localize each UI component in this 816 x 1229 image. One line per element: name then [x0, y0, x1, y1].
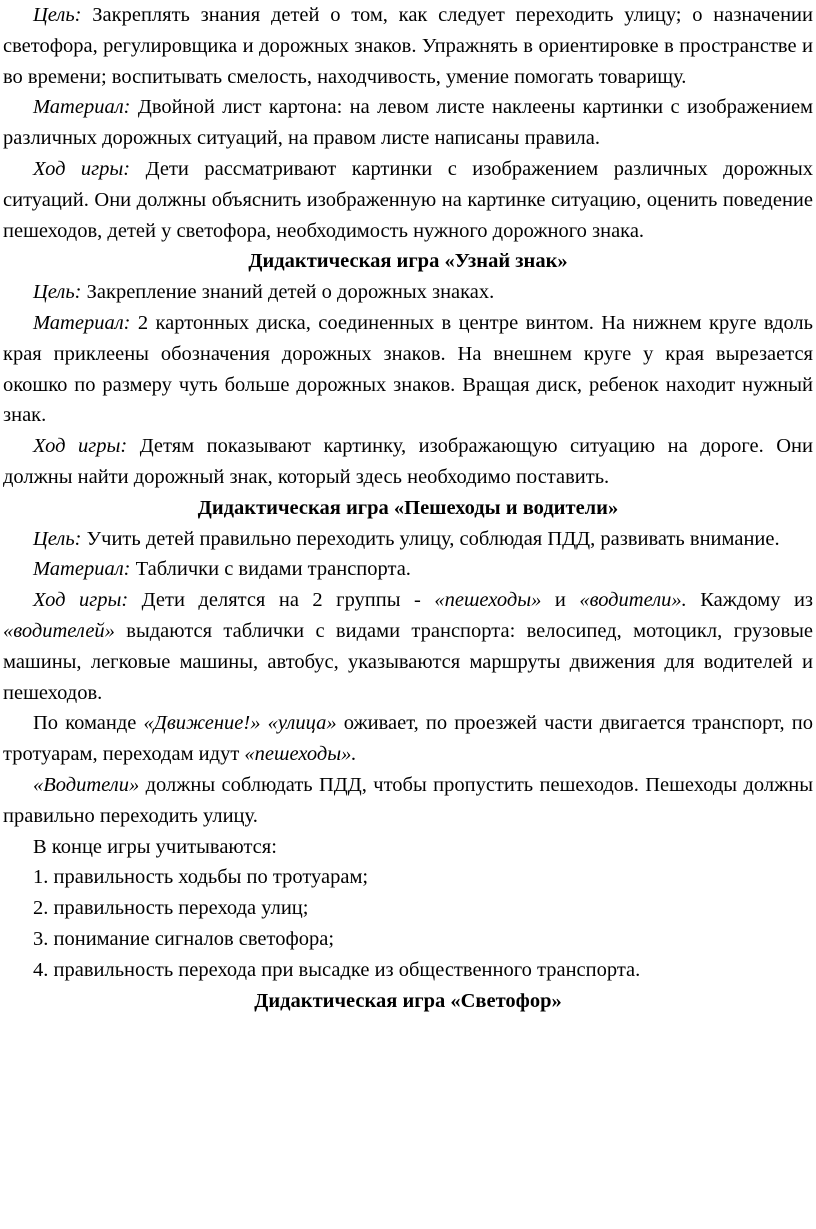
intro-material-text: Двойной лист картона: на левом листе наклеены картинки с изображением различных дорожных ситуаций, на правом листе написаны правила.: [3, 96, 814, 150]
game2-material-paragraph: [3, 554, 813, 585]
material-label: Материал:: [33, 311, 131, 334]
game2-drivers-text: должны соблюдать ПДД, чтобы пропустить пешеходов. Пешеходы должны правильно переходить улицу.: [3, 773, 814, 827]
intro-course-text: Дети рассматривают картинки с изображением различных дорожных ситуаций. Они должны объяснить изображенную на картинке ситуацию, оценить поведение пешеходов, детей у светофора, необходимость нужного дорожного знака.: [3, 157, 813, 242]
game2-course-paragraph: [3, 585, 813, 708]
game2-cmd-pedestrians: «пешеходы».: [244, 743, 357, 766]
game1-material-paragraph: [3, 308, 813, 431]
intro-material-paragraph: [3, 92, 813, 154]
game2-course-text-g: выдаются таблички с видами транспорта: велосипед, мотоцикл, грузовые машины, легковые машины, автобус, указываются маршруты движения для водителей и пешеходов.: [3, 619, 814, 704]
game3-title: Дидактическая игра «Светофор»: [254, 989, 562, 1012]
game1-course-text: Детям показывают картинку, изображающую ситуацию на дороге. Они должны найти дорожный знак, который здесь необходимо поставить.: [3, 435, 814, 488]
criteria-item-3: 3. понимание сигналов светофора;: [33, 927, 335, 950]
game1-goal-text: Закрепление знаний детей о дорожных знаках.: [86, 281, 495, 304]
game2-cmd-text-a: По команде: [33, 712, 137, 735]
game2-drivers-quote: «Водители»: [33, 773, 140, 796]
game2-goal-paragraph: [3, 524, 813, 555]
intro-course-paragraph: [3, 154, 813, 246]
criteria-item-4: 4. правильность перехода при высадке из общественного транспорта.: [33, 958, 641, 981]
criteria-item-2: 2. правильность перехода улиц;: [33, 897, 309, 920]
game2-course-drivers: «водители».: [579, 589, 687, 612]
material-label: Материал:: [33, 558, 131, 581]
goal-label: Цель:: [33, 281, 82, 304]
game1-title: Дидактическая игра «Узнай знак»: [248, 250, 568, 273]
intro-goal-text: Закреплять знания детей о том, как следует переходить улицу; о назначении светофора, регулировщика и дорожных знаков. Упражнять в ориентировке в пространстве и во времени; воспитывать смелость, находчивость, умение помогать товарищу.: [3, 4, 814, 88]
game2-title: Дидактическая игра «Пешеходы и водители»: [197, 496, 619, 519]
game2-material-text: Таблички с видами транспорта.: [135, 558, 411, 581]
game2-course-text-c: и: [554, 589, 566, 612]
course-label: Ход игры:: [33, 589, 129, 612]
game2-cmd-text-c: оживает, по проезжей части двигается транспорт, по тротуарам, переходам идут: [3, 712, 814, 766]
game2-end-intro: В конце игры учитываются:: [33, 835, 277, 858]
game2-course-pedestrians: «пешеходы»: [434, 589, 542, 612]
game2-cmd-quote: «Движение!» «улица»: [143, 712, 337, 735]
game2-course-text-e: Каждому из: [700, 589, 814, 612]
game2-course-text-a: Дети делятся на 2 группы -: [141, 589, 421, 612]
game1-goal-paragraph: [3, 277, 813, 308]
game2-drivers-paragraph: [3, 770, 813, 832]
document-page: [3, 0, 813, 1016]
intro-goal-paragraph: [3, 0, 813, 92]
material-label: Материал:: [33, 96, 131, 119]
criteria-item-1: 1. правильность ходьбы по тротуарам;: [33, 866, 369, 889]
game2-command-paragraph: [3, 708, 813, 770]
game2-course-drivers-gen: «водителей»: [3, 619, 115, 642]
game1-material-text: 2 картонных диска, соединенных в центре винтом. На нижнем круге вдоль края приклеены обозначения дорожных знаков. На внешнем круге у края вырезается окошко по размеру чуть больше дорожных знаков. Вращая диск, ребенок находит нужный знак.: [3, 311, 814, 427]
goal-label: Цель:: [33, 4, 82, 26]
game2-goal-text: Учить детей правильно переходить улицу, соблюдая ПДД, развивать внимание.: [86, 527, 780, 550]
course-label: Ход игры:: [33, 435, 128, 458]
goal-label: Цель:: [33, 527, 82, 550]
course-label: Ход игры:: [33, 157, 131, 180]
game1-course-paragraph: [3, 431, 813, 493]
